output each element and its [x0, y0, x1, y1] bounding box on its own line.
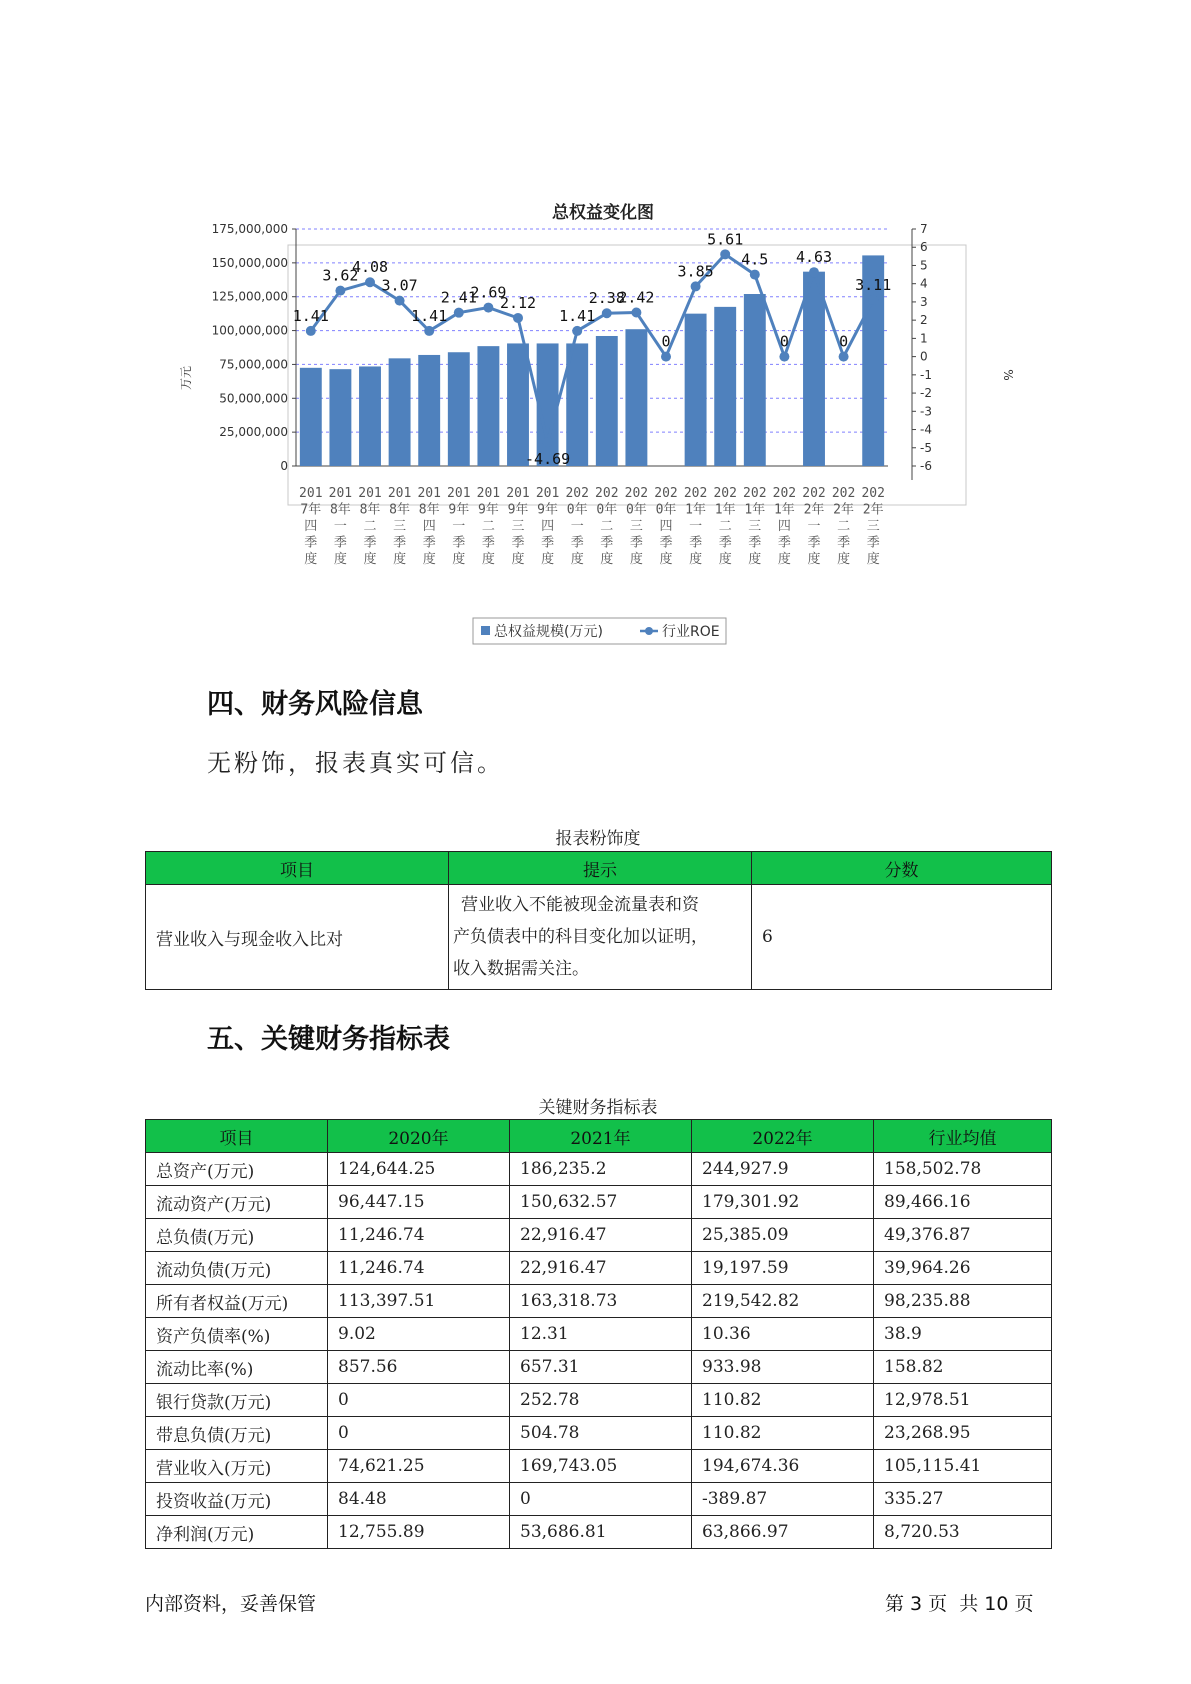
- x-category-label: 季: [333, 535, 347, 551]
- kpi-value-cell: 857.56: [328, 1351, 510, 1384]
- kpi-value-cell: 219,542.82: [692, 1285, 874, 1318]
- roe-data-label: 3.62: [322, 266, 359, 285]
- legend-line-marker: [645, 627, 653, 635]
- x-category-label: 四: [422, 519, 436, 534]
- kpi-value-cell: 158,502.78: [874, 1153, 1052, 1186]
- roe-data-label: 2.12: [499, 293, 537, 312]
- table-row: [146, 1285, 1052, 1318]
- x-category-label: 1年: [685, 502, 707, 518]
- x-category-label: 三: [629, 519, 643, 534]
- x-category-label: 201: [299, 486, 323, 501]
- kpi-item-cell: 投资收益(万元): [146, 1483, 328, 1516]
- kpi-value-cell: 39,964.26: [874, 1252, 1052, 1285]
- x-category-label: 季: [452, 535, 466, 551]
- roe-point: [572, 326, 582, 336]
- x-category-label: 2年: [862, 502, 884, 518]
- table-row: [146, 1351, 1052, 1384]
- roe-point: [839, 352, 849, 362]
- kpi-value-cell: 12,978.51: [874, 1384, 1052, 1417]
- x-category-label: 度: [393, 552, 407, 567]
- kpi-item-cell: 银行贷款(万元): [146, 1384, 328, 1417]
- x-category-label: 度: [659, 552, 673, 567]
- kpi-value-cell: 22,916.47: [510, 1252, 692, 1285]
- x-category-label: 度: [304, 552, 318, 567]
- y-tick-label: 0: [280, 459, 288, 473]
- roe-data-label: 4.63: [795, 248, 833, 267]
- risk-table: [145, 851, 1052, 990]
- y-tick-label: 150,000,000: [211, 255, 288, 270]
- kpi-value-cell: 74,621.25: [328, 1450, 510, 1483]
- x-category-label: 季: [304, 535, 318, 551]
- equity-bar: [448, 352, 470, 466]
- kpi-header-industry-avg: 行业均值: [874, 1120, 1052, 1153]
- x-category-label: 8年: [418, 502, 440, 518]
- roe-point: [631, 307, 641, 317]
- x-category-label: 度: [689, 552, 703, 567]
- x-category-label: 201: [535, 486, 560, 501]
- roe-data-label: 1.41: [292, 306, 329, 325]
- kpi-value-cell: 19,197.59: [692, 1252, 874, 1285]
- roe-data-label: 3.85: [677, 262, 714, 281]
- legend: [473, 618, 726, 644]
- x-category-label: 202: [624, 486, 649, 501]
- kpi-item-cell: 流动比率(%): [146, 1351, 328, 1384]
- table-row: [146, 1186, 1052, 1219]
- kpi-item-cell: 净利润(万元): [146, 1516, 328, 1549]
- kpi-value-cell: 110.82: [692, 1417, 874, 1450]
- x-category-label: 度: [333, 552, 347, 567]
- x-category-label: 季: [807, 535, 821, 551]
- table-row: [146, 1318, 1052, 1351]
- roe-data-label: 2.38: [588, 289, 625, 308]
- y2-tick-label: -1: [920, 367, 932, 382]
- x-category-label: 度: [422, 552, 436, 567]
- y-tick-label: 75,000,000: [219, 357, 288, 372]
- x-category-label: 季: [777, 535, 791, 551]
- roe-point: [661, 352, 671, 362]
- x-category-label: 度: [541, 552, 555, 567]
- kpi-header-2021: 2021年: [510, 1120, 692, 1153]
- kpi-item-cell: 资产负债率(%): [146, 1318, 328, 1351]
- kpi-value-cell: 150,632.57: [510, 1186, 692, 1219]
- roe-point: [809, 267, 819, 277]
- x-category-label: 季: [837, 535, 851, 551]
- roe-data-label: 4.08: [351, 258, 389, 277]
- y2-axis-title: %: [1001, 369, 1015, 381]
- equity-bar: [477, 346, 499, 466]
- kpi-value-cell: 96,447.15: [328, 1186, 510, 1219]
- roe-point: [543, 437, 553, 447]
- x-category-label: 度: [718, 552, 732, 567]
- x-category-label: 8年: [389, 502, 411, 518]
- x-category-label: 度: [866, 552, 880, 567]
- equity-bar: [685, 314, 707, 466]
- kpi-value-cell: 179,301.92: [692, 1186, 874, 1219]
- kpi-item-cell: 总负债(万元): [146, 1219, 328, 1252]
- kpi-header-item: 项目: [146, 1120, 328, 1153]
- roe-data-label: 0: [779, 332, 789, 351]
- x-category-label: 季: [541, 535, 555, 551]
- kpi-value-cell: 169,743.05: [510, 1450, 692, 1483]
- x-category-label: 二: [718, 519, 732, 534]
- x-category-label: 0年: [655, 502, 677, 518]
- x-category-label: 三: [866, 519, 880, 534]
- kpi-table: [145, 1119, 1052, 1549]
- x-category-label: 一: [807, 519, 821, 534]
- x-category-label: 202: [743, 486, 767, 501]
- roe-point: [454, 308, 464, 318]
- x-category-label: 三: [393, 519, 407, 534]
- kpi-value-cell: 9.02: [328, 1318, 510, 1351]
- kpi-item-cell: 流动负债(万元): [146, 1252, 328, 1285]
- x-category-label: 季: [689, 535, 703, 551]
- roe-data-label: -4.69: [525, 450, 571, 469]
- kpi-value-cell: 163,318.73: [510, 1285, 692, 1318]
- x-category-label: 201: [417, 486, 441, 501]
- roe-point: [868, 295, 878, 305]
- y2-tick-label: -5: [920, 440, 932, 455]
- y-tick-label: 100,000,000: [211, 323, 288, 338]
- equity-bar: [714, 307, 736, 466]
- roe-point: [720, 249, 730, 259]
- footer-confidential-note: 内部资料，妥善保管: [145, 1593, 317, 1615]
- x-category-label: 度: [629, 552, 643, 567]
- roe-data-label: 2.41: [440, 288, 477, 307]
- roe-point: [779, 352, 789, 362]
- roe-data-label: 1.41: [411, 306, 448, 325]
- kpi-value-cell: 11,246.74: [328, 1252, 510, 1285]
- x-category-label: 季: [629, 535, 643, 551]
- y2-tick-label: -6: [920, 459, 932, 473]
- x-category-label: 2年: [803, 502, 825, 518]
- x-category-label: 三: [511, 519, 525, 534]
- table-row: [146, 1384, 1052, 1417]
- x-category-label: 季: [422, 535, 436, 551]
- x-category-label: 202: [831, 486, 856, 501]
- x-category-label: 0年: [566, 502, 588, 518]
- x-category-label: 二: [600, 519, 614, 534]
- equity-bar: [300, 368, 322, 466]
- x-category-label: 度: [570, 552, 584, 567]
- x-category-label: 一: [333, 519, 347, 534]
- y-axis-title: 万元: [179, 365, 193, 391]
- x-category-label: 季: [481, 535, 495, 551]
- x-category-label: 202: [683, 486, 708, 501]
- kpi-value-cell: 25,385.09: [692, 1219, 874, 1252]
- x-category-label: 2年: [833, 502, 855, 518]
- roe-data-label: 5.61: [707, 230, 744, 249]
- equity-bar: [507, 343, 529, 466]
- x-category-label: 0年: [625, 502, 647, 518]
- equity-bar: [803, 272, 825, 466]
- x-category-label: 202: [713, 486, 737, 501]
- y-tick-label: 50,000,000: [219, 391, 288, 406]
- equity-bar: [596, 336, 618, 466]
- risk-section-heading: 四、财务风险信息: [207, 689, 423, 720]
- kpi-value-cell: 504.78: [510, 1417, 692, 1450]
- x-category-label: 二: [363, 519, 377, 534]
- x-category-label: 季: [363, 535, 377, 551]
- kpi-value-cell: 194,674.36: [692, 1450, 874, 1483]
- roe-point: [513, 313, 523, 323]
- risk-header-item: 项目: [146, 852, 449, 885]
- y2-tick-label: -4: [920, 422, 932, 437]
- y2-tick-label: 1: [920, 331, 928, 346]
- kpi-value-cell: 0: [328, 1384, 510, 1417]
- kpi-value-cell: 22,916.47: [510, 1219, 692, 1252]
- kpi-value-cell: 186,235.2: [510, 1153, 692, 1186]
- x-category-label: 202: [654, 486, 678, 501]
- kpi-value-cell: 113,397.51: [328, 1285, 510, 1318]
- x-category-label: 202: [861, 486, 885, 501]
- equity-chart: [0, 0, 1191, 660]
- kpi-value-cell: 252.78: [510, 1384, 692, 1417]
- roe-data-label: 0: [839, 332, 849, 351]
- roe-data-label: 2.69: [470, 283, 507, 302]
- y2-tick-label: 7: [920, 222, 928, 236]
- roe-data-label: 0: [661, 332, 671, 351]
- x-category-label: 9年: [507, 502, 529, 518]
- legend-bar-label: 总权益规模(万元): [494, 624, 603, 640]
- kpi-value-cell: 105,115.41: [874, 1450, 1052, 1483]
- x-category-label: 四: [541, 519, 555, 534]
- kpi-item-cell: 总资产(万元): [146, 1153, 328, 1186]
- x-category-label: 季: [570, 535, 584, 551]
- x-category-label: 201: [328, 486, 353, 501]
- risk-hint-line: 营业收入不能被现金流量表和资: [461, 895, 699, 915]
- y-tick-label: 125,000,000: [211, 289, 288, 304]
- kpi-item-cell: 带息负债(万元): [146, 1417, 328, 1450]
- kpi-header-2022: 2022年: [692, 1120, 874, 1153]
- risk-table-row: [146, 885, 1052, 990]
- roe-data-label: 1.41: [559, 306, 596, 325]
- table-row: [146, 1516, 1052, 1549]
- roe-data-label: 3.07: [381, 276, 418, 295]
- kpi-value-cell: -389.87: [692, 1483, 874, 1516]
- risk-score-cell: 6: [752, 885, 1052, 990]
- roe-point: [691, 281, 701, 291]
- x-category-label: 度: [481, 552, 495, 567]
- x-category-label: 季: [866, 535, 880, 551]
- x-category-label: 一: [689, 519, 703, 534]
- x-category-label: 201: [506, 486, 530, 501]
- roe-point: [750, 270, 760, 280]
- kpi-item-cell: 营业收入(万元): [146, 1450, 328, 1483]
- x-category-label: 9年: [448, 502, 470, 518]
- risk-hint-line: 产负债表中的科目变化加以证明，: [453, 927, 708, 947]
- kpi-table-body: [146, 1153, 1052, 1549]
- y2-tick-label: 0: [920, 349, 928, 364]
- kpi-value-cell: 657.31: [510, 1351, 692, 1384]
- x-category-label: 四: [659, 519, 673, 534]
- x-category-label: 7年: [300, 502, 322, 518]
- risk-hint-cell: [449, 885, 752, 990]
- footer-page-number: 第 3 页 共 10 页: [885, 1593, 1034, 1615]
- kpi-item-cell: 流动资产(万元): [146, 1186, 328, 1219]
- x-category-label: 201: [476, 486, 501, 501]
- x-category-label: 度: [363, 552, 377, 567]
- kpi-value-cell: 38.9: [874, 1318, 1052, 1351]
- x-category-label: 9年: [537, 502, 559, 518]
- kpi-value-cell: 89,466.16: [874, 1186, 1052, 1219]
- y2-tick-label: 5: [920, 258, 928, 273]
- kpi-header-2020: 2020年: [328, 1120, 510, 1153]
- legend-bar-swatch: [481, 626, 490, 635]
- x-category-label: 度: [777, 552, 791, 567]
- x-category-label: 度: [452, 552, 466, 567]
- kpi-value-cell: 53,686.81: [510, 1516, 692, 1549]
- equity-bar: [389, 358, 411, 466]
- roe-data-label: 4.5: [741, 250, 769, 269]
- kpi-table-header-row: [146, 1120, 1052, 1153]
- roe-data-label: 2.42: [618, 288, 655, 307]
- equity-bar: [329, 369, 351, 466]
- y2-tick-label: 2: [920, 313, 928, 328]
- kpi-value-cell: 244,927.9: [692, 1153, 874, 1186]
- x-category-label: 201: [358, 486, 382, 501]
- risk-table-header-row: [146, 852, 1052, 885]
- x-category-label: 8年: [329, 502, 351, 518]
- roe-point: [424, 326, 434, 336]
- x-category-label: 202: [772, 486, 797, 501]
- x-category-label: 季: [659, 535, 673, 551]
- risk-header-score: 分数: [752, 852, 1052, 885]
- x-category-label: 度: [600, 552, 614, 567]
- x-category-label: 202: [802, 486, 826, 501]
- x-category-label: 201: [387, 486, 412, 501]
- table-row: [146, 1153, 1052, 1186]
- equity-bar: [418, 355, 440, 466]
- chart-title: 总权益变化图: [552, 203, 654, 223]
- x-category-label: 202: [595, 486, 619, 501]
- x-category-label: 度: [748, 552, 762, 567]
- kpi-value-cell: 23,268.95: [874, 1417, 1052, 1450]
- kpi-value-cell: 124,644.25: [328, 1153, 510, 1186]
- x-category-label: 8年: [359, 502, 381, 518]
- table-row: [146, 1252, 1052, 1285]
- roe-point: [395, 296, 405, 306]
- kpi-value-cell: 10.36: [692, 1318, 874, 1351]
- table-row: [146, 1219, 1052, 1252]
- x-category-label: 1年: [714, 502, 736, 518]
- table-row: [146, 1483, 1052, 1516]
- y2-tick-label: -2: [920, 386, 932, 401]
- kpi-value-cell: 49,376.87: [874, 1219, 1052, 1252]
- risk-table-caption: 报表粉饰度: [555, 829, 641, 849]
- kpi-value-cell: 12,755.89: [328, 1516, 510, 1549]
- roe-point: [335, 286, 345, 296]
- risk-header-hint: 提示: [449, 852, 752, 885]
- kpi-value-cell: 0: [328, 1417, 510, 1450]
- kpi-value-cell: 158.82: [874, 1351, 1052, 1384]
- y-tick-label: 25,000,000: [219, 425, 288, 440]
- y2-tick-label: 3: [920, 294, 928, 309]
- kpi-value-cell: 0: [510, 1483, 692, 1516]
- kpi-value-cell: 84.48: [328, 1483, 510, 1516]
- x-category-label: 二: [481, 519, 495, 534]
- kpi-value-cell: 8,720.53: [874, 1516, 1052, 1549]
- risk-summary-text: 无粉饰，报表真实可信。: [207, 749, 504, 777]
- equity-bar: [744, 294, 766, 466]
- y2-tick-label: 6: [920, 240, 928, 255]
- x-category-label: 一: [452, 519, 466, 534]
- equity-bar: [625, 329, 647, 466]
- x-category-label: 三: [748, 519, 762, 534]
- risk-item-cell: 营业收入与现金收入比对: [146, 885, 449, 990]
- x-category-label: 0年: [596, 502, 618, 518]
- x-category-label: 季: [393, 535, 407, 551]
- roe-data-label: 3.11: [855, 275, 892, 294]
- x-category-label: 季: [748, 535, 762, 551]
- table-row: [146, 1417, 1052, 1450]
- equity-bar: [359, 366, 381, 466]
- legend-line-label: 行业ROE: [662, 624, 720, 640]
- x-category-label: 度: [837, 552, 851, 567]
- x-category-label: 四: [777, 519, 791, 534]
- x-category-label: 1年: [744, 502, 766, 518]
- y2-tick-label: -3: [920, 404, 932, 419]
- x-category-label: 9年: [477, 502, 499, 518]
- kpi-value-cell: 12.31: [510, 1318, 692, 1351]
- x-category-label: 201: [447, 486, 471, 501]
- kpi-item-cell: 所有者权益(万元): [146, 1285, 328, 1318]
- x-category-label: 一: [570, 519, 584, 534]
- x-category-label: 季: [511, 535, 525, 551]
- kpi-section-heading: 五、关键财务指标表: [207, 1024, 450, 1055]
- roe-point: [602, 308, 612, 318]
- kpi-value-cell: 933.98: [692, 1351, 874, 1384]
- kpi-value-cell: 110.82: [692, 1384, 874, 1417]
- x-category-label: 202: [565, 486, 589, 501]
- kpi-value-cell: 11,246.74: [328, 1219, 510, 1252]
- kpi-value-cell: 63,866.97: [692, 1516, 874, 1549]
- kpi-value-cell: 335.27: [874, 1483, 1052, 1516]
- x-category-label: 二: [837, 519, 851, 534]
- x-category-label: 四: [304, 519, 318, 534]
- roe-point: [483, 303, 493, 313]
- kpi-table-caption: 关键财务指标表: [538, 1098, 658, 1118]
- y-tick-label: 175,000,000: [211, 222, 288, 236]
- x-category-label: 度: [511, 552, 525, 567]
- kpi-value-cell: 98,235.88: [874, 1285, 1052, 1318]
- x-category-label: 季: [718, 535, 732, 551]
- risk-hint-line: 收入数据需关注。: [453, 959, 589, 979]
- table-row: [146, 1450, 1052, 1483]
- x-category-label: 1年: [773, 502, 795, 518]
- x-category-label: 度: [807, 552, 821, 567]
- y2-tick-label: 4: [920, 276, 928, 291]
- x-category-label: 季: [600, 535, 614, 551]
- roe-point: [306, 326, 316, 336]
- roe-point: [365, 277, 375, 287]
